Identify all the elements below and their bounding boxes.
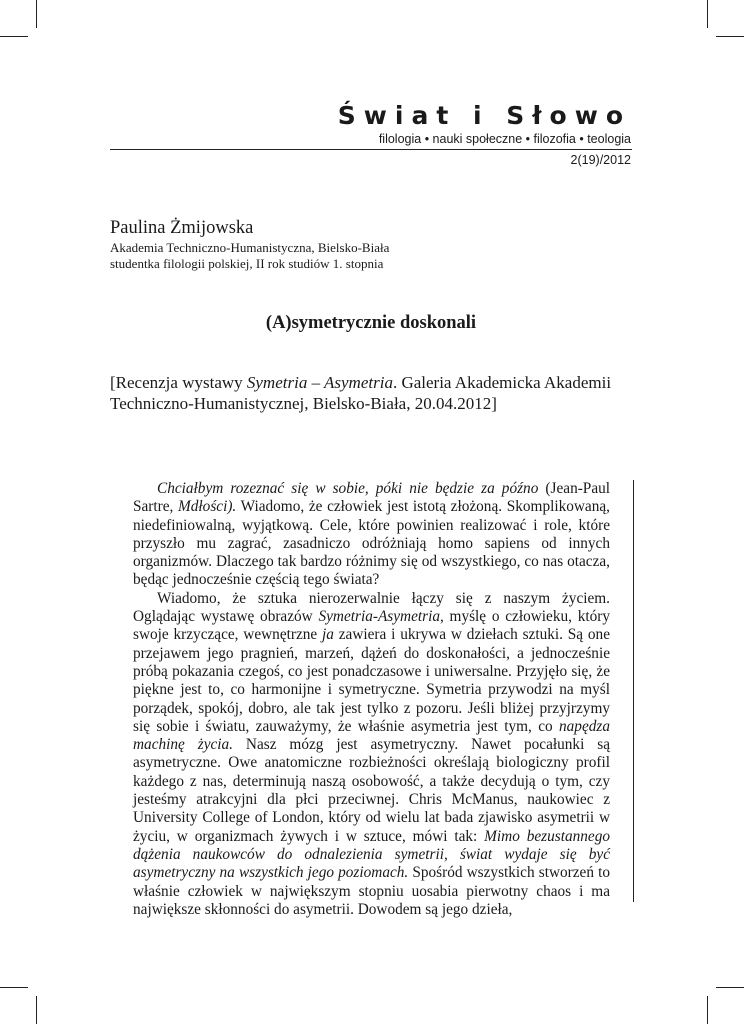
life-machine-phrase: napędza machinę życia. [133,717,610,754]
crop-mark-bottom-right [707,996,708,1024]
author-name: Paulina Żmijowska [110,218,254,238]
crop-mark-bottom-left-h [0,987,28,988]
review-note [110,372,640,414]
header-rule [110,149,632,150]
author-status: studentka filologii polskiej, II rok studiów 1. stopnia [110,256,384,271]
article-body [133,480,610,919]
paragraph-2-text-5: Spośród wszystkich stworzeń to właśnie człowiek w największym stopniu uosabia pierwotny chaos i ma największe skłonności do asymetrii. Dowodem są jego dzieła, [133,864,610,918]
paragraph-2-text-1: Wiadomo, że sztuka nierozerwalnie łączy się z naszym życiem. Oglądając wystawę obrazów [133,589,610,626]
paragraph-2 [133,590,610,919]
paragraph-2-text-2: , myślę o człowieku, który swoje krzyczące, wewnętrzne [133,608,610,644]
crop-mark-bottom-right-h [716,987,744,988]
journal-title: Świat i Słowo [337,101,631,130]
crop-mark-top-left [36,0,37,28]
issue-number: 2(19)/2012 [570,153,631,167]
exhibition-name: Symetria-Asymetria [318,608,440,626]
author-affiliation: Akademia Techniczno-Humanistyczna, Bielsko-Biała [110,240,390,255]
inner-self: ja [322,626,334,644]
epigraph-source-author: (Jean-Paul Sartre, [133,480,611,516]
margin-line [633,480,634,902]
crop-mark-bottom-left [36,996,37,1024]
paragraph-1 [133,480,610,590]
review-note-exhibition: Symetria – Asymetria [246,373,393,392]
paragraph-2-text-3: zawiera i ukrywa w dziełach sztuki. Są one przejawem jego pragnień, marzeń, dążeń do doskonałości, a jednocześnie próbą pokazania czegoś, co jest ponadczasowe i uniwersalne. Przyjęło się, że piękne jest to, co harmonijne i symetryczne. Symetria przywodzi na myśl porządek, spokój, dobro, ale tak jest tylko z pozoru. Jeśli bliżej przyjrzymy się sobie i światu, zauważymy, że właśnie asymetria jest tym, co [133,626,610,735]
paragraph-1-text: Wiadomo, że człowiek jest istotą złożoną. Skomplikowaną, niedefiniowalną, wyjątkową. Cele, które powinien realizować i role, które przyszło mu zagrać, zasadniczo odróżniają homo sapiens od innych organizmów. Dlaczego tak bardzo różnimy się od wszystkiego, co nas otacza, będąc jednocześnie częścią tego świata? [133,498,610,589]
paragraph-2-text-4: Nasz mózg jest asymetryczny. Nawet pocałunki są asymetryczne. Owe anatomiczne rozbieżności określają biologiczny profil każdego z nas, determinują naszą osobowość, a także decydują o tym, czy jesteśmy atrakcyjni dla płci przeciwnej. Chris McManus, naukowiec z University College of London, który od wielu lat bada zjawisko asymetrii w życiu, w organizmach żywych i w sztuce, mówi tak: [133,736,610,845]
epigraph-source-title: Mdłości). [178,498,237,516]
article-title: (A)symetrycznie doskonali [265,313,477,333]
journal-subtitle: filologia • nauki społeczne • filozofia • teologia [378,132,631,146]
mcmanus-quote: Mimo bezustannego dążenia naukowców do odnalezienia symetrii, świat wydaje się być asymetryczny na wszystkich jego poziomach. [133,827,610,882]
crop-mark-top-right [707,0,708,28]
epigraph-quote: Chciałbym rozeznać się w sobie, póki nie będzie za późno [157,480,539,497]
crop-mark-top-left-h [0,36,28,37]
review-note-prefix: [Recenzja wystawy [110,373,247,392]
review-note-suffix: . Galeria Akademicka Akademii Techniczno-Humanistycznej, Bielsko-Biała, 20.04.2012] [110,373,612,413]
crop-mark-top-right-h [716,36,744,37]
